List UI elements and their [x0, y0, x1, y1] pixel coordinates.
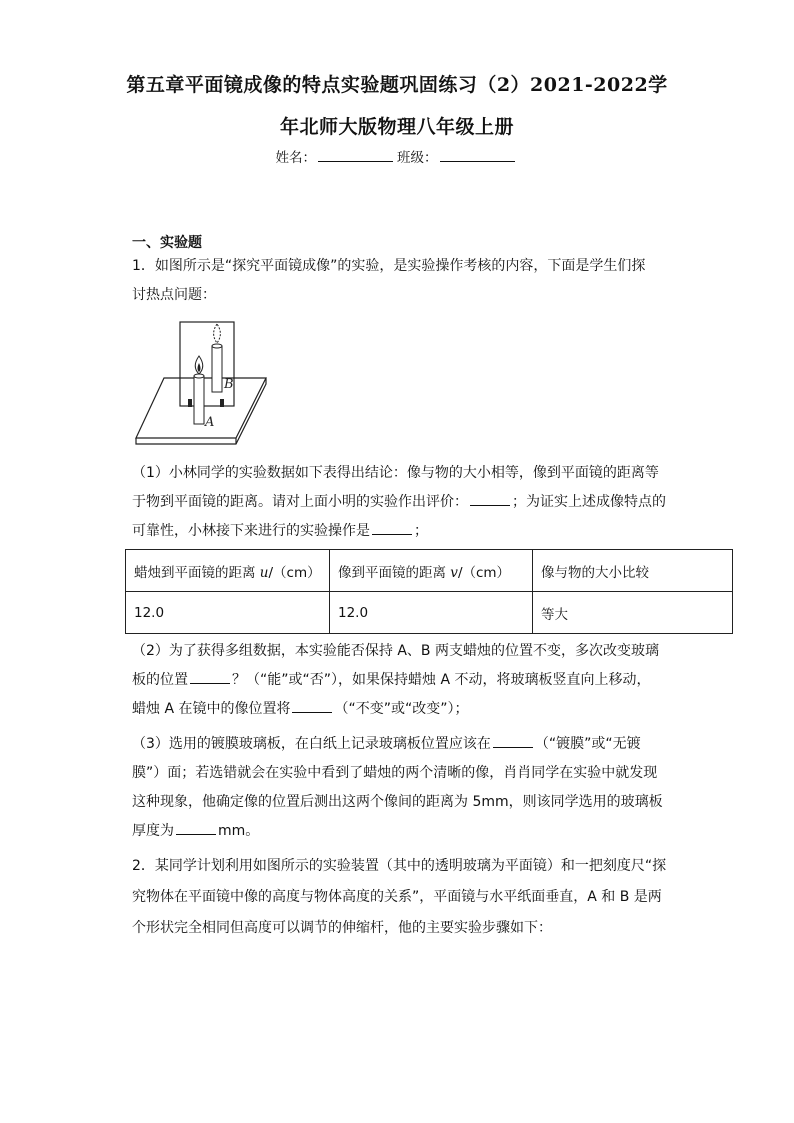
- q1-p2-line-2: [132, 669, 651, 689]
- candle-b: [212, 346, 222, 392]
- q1-p1-line-1: （1）小林同学的实验数据如下表得出结论：像与物的大小相等，像到平面镜的距离等: [132, 465, 659, 481]
- candle-a: [194, 376, 204, 424]
- flame-image-icon: [214, 324, 221, 343]
- q1-p1-line-2: [132, 491, 666, 511]
- q1-p1-text: ；: [414, 523, 428, 539]
- answer-blank-1[interactable]: [470, 491, 510, 506]
- q1-p2-text: ？（“能”或“否”），如果保持蜡烛 A 不动，将玻璃板竖直向上移动，: [232, 672, 651, 688]
- name-label: 姓名：: [275, 150, 316, 166]
- q2-line-2: 究物体在平面镜中像的高度与物体高度的关系”，平面镜与水平纸面垂直，A 和 B 是两: [132, 889, 662, 905]
- label-b: B: [224, 377, 234, 392]
- q1-p3-text: mm。: [218, 823, 260, 839]
- table-header-cell: [533, 550, 733, 592]
- table-cell: 等大: [533, 592, 733, 634]
- q1-p1-text: ；为证实上述成像特点的: [512, 494, 666, 510]
- q1-p2-line-3: [132, 698, 469, 718]
- q1-p3-text: 厚度为: [132, 823, 174, 839]
- answer-blank-6[interactable]: [176, 820, 216, 835]
- q2-line-1: 2．某同学计划利用如图所示的实验装置（其中的透明玻璃为平面镜）和一把刻度尺“探: [132, 858, 667, 874]
- q1-p2-text: 蜡烛 A 在镜中的像位置将: [132, 701, 291, 717]
- header-unit: /（cm）: [457, 564, 511, 581]
- page-title-line-1: 第五章平面镜成像的特点实验题巩固练习（2）2021-2022学: [126, 74, 668, 96]
- table-cell: 12.0: [126, 592, 330, 634]
- q1-p3-text: （3）选用的镀膜玻璃板，在白纸上记录玻璃板位置应该在: [132, 736, 491, 752]
- q1-p1-text: 可靠性，小林接下来进行的实验操作是: [132, 523, 370, 539]
- header-var: u: [259, 564, 269, 581]
- q1-intro-line-1: 1．如图所示是“探究平面镜成像”的实验，是实验操作考核的内容，下面是学生们探: [132, 258, 646, 274]
- q1-p2-text: （“不变”或“改变”）；: [334, 701, 469, 717]
- q1-p3-line-4: [132, 820, 259, 840]
- mirror-experiment-figure: [134, 316, 270, 448]
- answer-blank-3[interactable]: [190, 669, 230, 684]
- plate-holder-left: [188, 399, 192, 407]
- student-info-line: [0, 146, 794, 166]
- section-heading: 一、实验题: [132, 235, 202, 251]
- answer-blank-4[interactable]: [292, 698, 332, 713]
- table-header-cell: [330, 550, 533, 592]
- table-cell: 12.0: [330, 592, 533, 634]
- name-blank[interactable]: [318, 147, 393, 162]
- header-var: v: [450, 564, 458, 581]
- header-text: 像与物的大小比较: [541, 564, 649, 581]
- q1-p3-line-1: [132, 733, 641, 753]
- q1-p1-line-3: [132, 520, 428, 540]
- q1-p3-text: （“镀膜”或“无镀: [534, 736, 641, 752]
- header-text: 蜡烛到平面镜的距离: [134, 564, 260, 581]
- class-label: 班级：: [397, 150, 438, 166]
- q1-intro-line-2: 讨热点问题：: [132, 287, 216, 303]
- table-header-row: [126, 550, 733, 592]
- table-row: [126, 592, 733, 634]
- header-unit: /（cm）: [268, 564, 321, 581]
- label-a: A: [205, 415, 215, 430]
- q1-p2-text: 板的位置: [132, 672, 188, 688]
- q1-p1-text: 于物到平面镜的距离。请对上面小明的实验作出评价：: [132, 494, 468, 510]
- data-table: [125, 549, 733, 634]
- answer-blank-5[interactable]: [493, 733, 533, 748]
- plate-holder-right: [220, 399, 224, 407]
- q1-p3-line-3: 这种现象，他确定像的位置后测出这两个像间的距离为 5mm，则该同学选用的玻璃板: [132, 794, 663, 810]
- header-text: 像到平面镜的距离: [338, 564, 451, 581]
- q2-line-3: 个形状完全相同但高度可以调节的伸缩杆，他的主要实验步骤如下：: [132, 920, 552, 936]
- answer-blank-2[interactable]: [372, 520, 412, 535]
- page-title-line-2: 年北师大版物理八年级上册: [279, 116, 514, 138]
- q1-p2-line-1: （2）为了获得多组数据，本实验能否保持 A、B 两支蜡烛的位置不变，多次改变玻璃: [132, 643, 659, 659]
- q1-p3-line-2: 膜”）面；若选错就会在实验中看到了蜡烛的两个清晰的像，肖肖同学在实验中就发现: [132, 765, 658, 781]
- table-header-cell: [126, 550, 330, 592]
- class-blank[interactable]: [440, 147, 515, 162]
